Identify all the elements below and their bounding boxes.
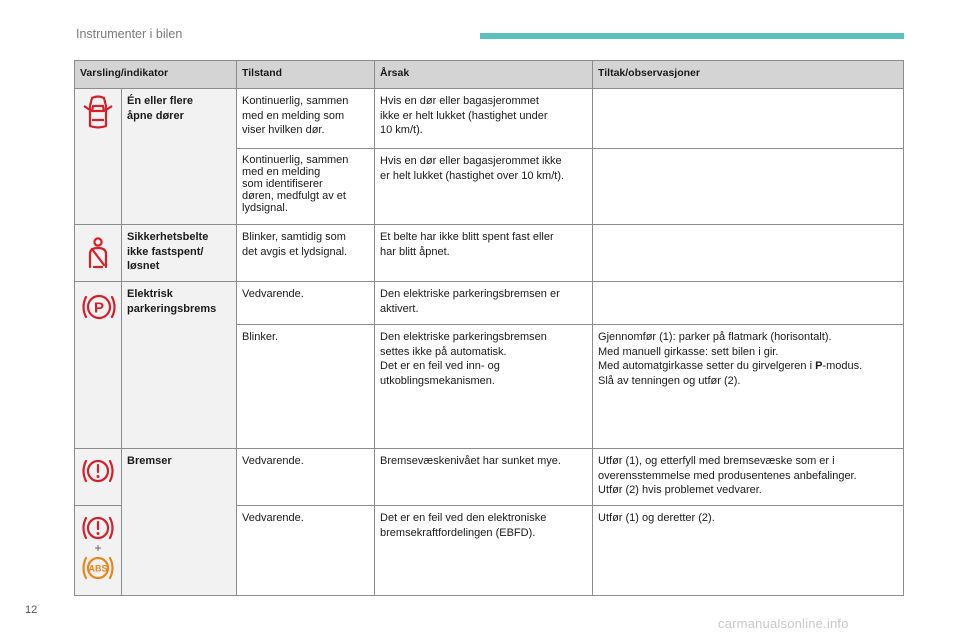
watermark: carmanualsonline.info <box>718 616 849 631</box>
icon-cell <box>75 282 122 449</box>
indicator-name-brakes: Bremser <box>122 449 237 596</box>
parking-brake-icon <box>80 292 116 322</box>
indicator-name-doors: Én eller flere åpne dører <box>122 89 237 225</box>
column-header-action: Tiltak/observasjoner <box>593 61 904 89</box>
action-text-pre: Gjennomfør (1): parker på flatmark (horisontalt). Med manuell girkasse: sett bilen i gir. Med automatgirkasse setter du girvelgeren i <box>598 331 832 372</box>
open-door-car-icon <box>80 94 116 132</box>
column-header-indicator: Varsling/indikator <box>75 61 237 89</box>
state-cell: Kontinuerlig, sammen med en melding som viser hvilken dør. <box>237 89 375 149</box>
state-cell: Vedvarende. <box>237 449 375 506</box>
state-cell: Blinker. <box>237 325 375 449</box>
cause-cell: Den elektriske parkeringsbremsen er aktivert. <box>375 282 593 325</box>
svg-text:P: P <box>93 299 105 317</box>
state-cell: Blinker, samtidig som det avgis et lydsignal. <box>237 225 375 282</box>
cause-cell: Det er en feil ved den elektroniske bremsekraftfordelingen (EBFD). <box>375 506 593 596</box>
brake-warning-icon <box>80 514 116 542</box>
icon-cell <box>75 506 122 596</box>
action-cell <box>593 282 904 325</box>
page-header-title: Instrumenter i bilen <box>76 27 183 41</box>
warning-lights-table <box>74 60 904 596</box>
cause-cell: Den elektriske parkeringsbremsen settes ikke på automatisk. Det er en feil ved inn- og utkoblingsmekanismen. <box>375 325 593 449</box>
icon-cell <box>75 449 122 506</box>
table-row <box>75 282 904 325</box>
cause-cell: Bremsevæskenivået har sunket mye. <box>375 449 593 506</box>
state-cell: Vedvarende. <box>237 506 375 596</box>
seatbelt-icon <box>80 237 116 269</box>
brake-warning-icon <box>80 457 116 485</box>
page-number: 12 <box>25 604 38 616</box>
table-row <box>75 225 904 282</box>
abs-warning-icon <box>80 554 116 582</box>
abs-label: ABS <box>88 563 108 574</box>
gear-p-label: P <box>815 360 823 372</box>
table-header-row <box>75 61 904 89</box>
action-cell <box>593 149 904 225</box>
cause-cell: Hvis en dør eller bagasjerommet ikke er helt lukket (hastighet under 10 km/t). <box>375 89 593 149</box>
cause-cell: Hvis en dør eller bagasjerommet ikke er helt lukket (hastighet over 10 km/t). <box>375 149 593 225</box>
action-cell <box>593 89 904 149</box>
action-cell <box>593 225 904 282</box>
action-cell: Utfør (1) og deretter (2). <box>593 506 904 596</box>
action-cell: Utfør (1), og etterfyll med bremsevæske som er i overensstemmelse med produsentenes anbefalinger. Utfør (2) hvis problemet vedvarer. <box>593 449 904 506</box>
indicator-name-seatbelt: Sikkerhetsbelte ikke fastspent/ løsnet <box>122 225 237 282</box>
state-cell: Kontinuerlig, sammen med en melding som identifiserer døren, medfulgt av et lydsignal. <box>237 149 375 225</box>
state-cell: Vedvarende. <box>237 282 375 325</box>
action-text-post: -modus. Slå av tenningen og utfør (2). <box>598 360 863 387</box>
table-row <box>75 449 904 506</box>
action-cell <box>593 325 904 449</box>
indicator-name-parking-brake: Elektrisk parkeringsbrems <box>122 282 237 449</box>
column-header-state: Tilstand <box>237 61 375 89</box>
table-row <box>75 89 904 149</box>
cause-cell: Et belte har ikke blitt spent fast eller har blitt åpnet. <box>375 225 593 282</box>
icon-cell <box>75 89 122 225</box>
header-accent-bar <box>480 33 904 39</box>
icon-cell <box>75 225 122 282</box>
plus-sign: + <box>94 541 102 555</box>
column-header-cause: Årsak <box>375 61 593 89</box>
